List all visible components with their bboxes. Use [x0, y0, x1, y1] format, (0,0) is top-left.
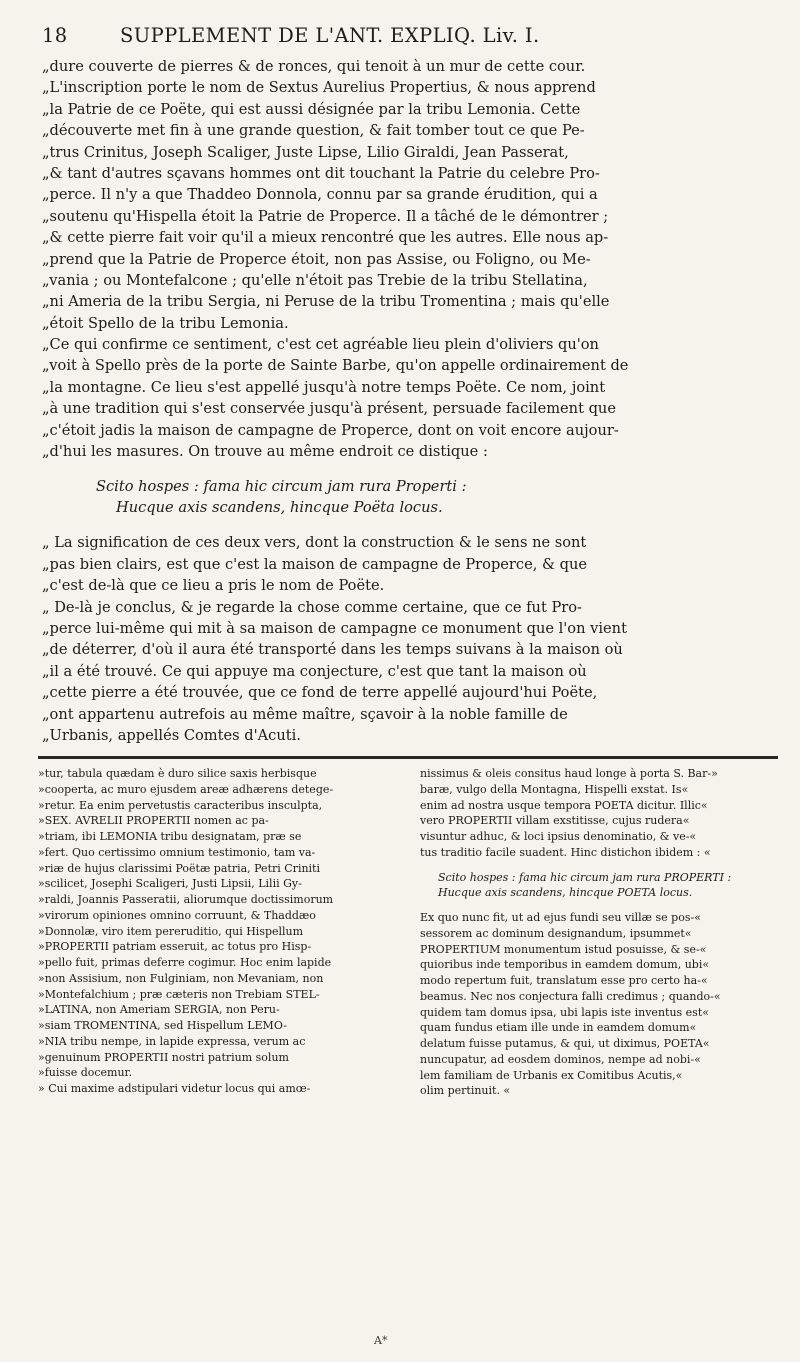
text-line: „étoit Spello de la tribu Lemonia.: [42, 314, 289, 332]
note-line: »genuinum PROPERTII nostri patrium solum: [38, 1050, 289, 1064]
text-line: „prend que la Patrie de Properce étoit, non pas Assise, ou Foligno, ou Me-: [42, 250, 591, 268]
distich-line: Scito hospes : fama hic circum jam rura Properti :: [96, 478, 467, 496]
note-line: vero PROPERTII villam exstitisse, cujus rudera«: [420, 814, 690, 828]
note-line: »retur. Ea enim pervetustis caracteribus insculpta,: [38, 798, 323, 812]
note-line: »Donnolæ, viro item pereruditio, qui Hispellum: [38, 924, 304, 938]
note-distich-line: Hucque axis scandens, hincque POETA locus.: [438, 886, 693, 900]
text-line: „soutenu qu'Hispella étoit la Patrie de Properce. Il a tâché de le démontrer ;: [42, 207, 609, 225]
note-line: »fuisse docemur.: [38, 1066, 133, 1080]
text-line: „dure couverte de pierres & de ronces, qui tenoit à un mur de cette cour.: [42, 58, 586, 75]
text-line: „& cette pierre fait voir qu'il a mieux rencontré que les autres. Elle nous ap-: [42, 229, 609, 247]
text-line: „c'étoit jadis la maison de campagne de Properce, dont on voit encore aujour-: [42, 421, 619, 439]
note-line: nissimus & oleis consitus haud longe à porta S. Bar-»: [420, 767, 718, 780]
note-line: baræ, vulgo della Montagna, Hispelli exstat. Is«: [420, 782, 689, 796]
distich-line: Hucque axis scandens, hincque Poëta locus.: [116, 499, 443, 517]
signature-mark: A*: [374, 1334, 388, 1347]
note-line: quam fundus etiam ille unde in eamdem domum«: [420, 1021, 697, 1035]
note-line: tus traditio facile suadent. Hinc distichon ibidem : «: [420, 845, 711, 859]
note-line: »scilicet, Josephi Scaligeri, Justi Lipsii, Lilii Gy-: [38, 877, 302, 891]
text-line: „à une tradition qui s'est conservée jusqu'à présent, persuade facilement que: [42, 400, 616, 418]
note-line: »siam TROMENTINA, sed Hispellum LEMO-: [38, 1019, 287, 1032]
text-line: „voit à Spello près de la porte de Sainte Barbe, qu'on appelle ordinairement de: [42, 357, 629, 375]
text-line: „Urbanis, appellés Comtes d'Acuti.: [42, 726, 301, 744]
text-line: „découverte met fin à une grande question, & fait tomber tout ce que Pe-: [42, 122, 585, 140]
note-distich-line: Scito hospes : fama hic circum jam rura PROPERTI :: [438, 870, 732, 884]
main-text: [42, 56, 780, 746]
text-line: „pas bien clairs, est que c'est la maison de campagne de Properce, & que: [42, 555, 587, 573]
note-line: »pello fuit, primas deferre cogimur. Hoc enim lapide: [38, 956, 332, 969]
text-line: „ni Ameria de la tribu Sergia, ni Peruse de la tribu Tromentina ; mais qu'elle: [42, 293, 610, 311]
running-title: SUPPLEMENT DE L'ANT. EXPLIQ. Liv. I.: [120, 24, 540, 47]
note-line: nuncupatur, ad eosdem dominos, nempe ad nobi-«: [420, 1052, 701, 1066]
note-line: PROPERTIUM monumentum istud posuisse, & se-«: [420, 942, 707, 956]
text-line: „perce. Il n'y a que Thaddeo Donnola, connu par sa grande érudition, qui a: [42, 186, 598, 204]
text-line: „de déterrer, d'où il aura été transporté dans les temps suivans à la maison où: [42, 641, 623, 659]
text-line: „il a été trouvé. Ce qui appuye ma conjecture, c'est que tant la maison où: [42, 662, 587, 680]
note-line: »riæ de hujus clarissimi Poëtæ patria, Petri Criniti: [38, 861, 320, 875]
note-line: modo repertum fuit, translatum esse pro certo ha-«: [420, 974, 708, 987]
text-line: „d'hui les masures. On trouve au même endroit ce distique :: [42, 443, 488, 461]
note-line: visuntur adhuc, & loci ipsius denominatio, & ve-«: [420, 830, 697, 843]
note-line: delatum fuisse putamus, & qui, ut diximus, POETA«: [420, 1037, 710, 1050]
note-line: quioribus inde temporibus in eamdem domum, ubi«: [420, 958, 710, 972]
text-line: „ La signification de ces deux vers, dont la construction & le sens ne sont: [42, 534, 587, 552]
note-line: »non Assisium, non Fulginiam, non Mevaniam, non: [38, 971, 324, 985]
text-line: „& tant d'autres sçavans hommes ont dit touchant la Patrie du celebre Pro-: [42, 164, 600, 182]
note-line: »PROPERTII patriam esseruit, ac totus pro Hisp-: [38, 940, 312, 954]
text-line: „perce lui-même qui mit à sa maison de campagne ce monument que l'on vient: [42, 619, 627, 637]
note-line: »LATINA, non Ameriam SERGIA, non Peru-: [38, 1003, 280, 1017]
text-line: „ De-là je conclus, & je regarde la chose comme certaine, que ce fut Pro-: [42, 598, 582, 616]
note-line: »triam, ibi LEMONIA tribu designatam, præ se: [38, 830, 302, 843]
page-number: 18: [42, 24, 68, 47]
footnote-column-right: [420, 766, 784, 1099]
note-line: quidem tam domus ipsa, ubi lapis iste inventus est«: [420, 1005, 709, 1019]
note-line: » Cui maxime adstipulari videtur locus qui amœ-: [38, 1082, 311, 1095]
note-line: Ex quo nunc fit, ut ad ejus fundi seu villæ se pos-«: [420, 911, 701, 924]
note-line: enim ad nostra usque tempora POETA dicitur. Illic«: [420, 798, 708, 812]
text-line: „ont appartenu autrefois au même maître, sçavoir à la noble famille de: [42, 705, 568, 723]
note-line: »raldi, Joannis Passeratii, aliorumque doctissimorum: [38, 893, 334, 906]
note-line: »cooperta, ac muro ejusdem areæ adhærens detege-: [38, 782, 334, 796]
note-line: »fert. Quo certissimo omnium testimonio, tam va-: [38, 845, 316, 859]
text-line: „Ce qui confirme ce sentiment, c'est cet agréable lieu plein d'oliviers qu'on: [42, 336, 599, 354]
running-header: [42, 22, 782, 52]
note-line: »tur, tabula quædam è duro silice saxis herbisque: [38, 767, 317, 780]
note-line: lem familiam de Urbanis ex Comitibus Acutis,«: [420, 1068, 683, 1082]
note-line: »SEX. AVRELII PROPERTII nomen ac pa-: [38, 814, 269, 828]
text-line: „c'est de-là que ce lieu a pris le nom de Poëte.: [42, 577, 385, 595]
text-line: „la Patrie de ce Poëte, qui est aussi désignée par la tribu Lemonia. Cette: [42, 100, 581, 118]
footnote-column-left: [38, 766, 402, 1097]
text-line: „cette pierre a été trouvée, que ce fond de terre appellé aujourd'hui Poëte,: [42, 684, 598, 702]
footnote-rule: [38, 756, 778, 759]
text-line: „trus Crinitus, Joseph Scaliger, Juste Lipse, Lilio Giraldi, Jean Passerat,: [42, 143, 569, 161]
note-line: »Montefalchium ; præ cæteris non Trebiam STEL-: [38, 987, 320, 1001]
text-line: „L'inscription porte le nom de Sextus Aurelius Propertius, & nous apprend: [42, 79, 596, 97]
text-line: „la montagne. Ce lieu s'est appellé jusqu'à notre temps Poëte. Ce nom, joint: [42, 378, 606, 396]
note-line: sessorem ac dominum designandum, ipsummet«: [420, 926, 692, 940]
note-line: »virorum opiniones omnino corruunt, & Thaddæo: [38, 908, 316, 922]
text-line: „vania ; ou Montefalcone ; qu'elle n'étoit pas Trebie de la tribu Stellatina,: [42, 271, 588, 289]
note-line: »NIA tribu nempe, in lapide expressa, verum ac: [38, 1034, 306, 1048]
note-line: beamus. Nec nos conjectura falli credimus ; quando-«: [420, 989, 721, 1003]
note-line: olim pertinuit. «: [420, 1084, 511, 1098]
